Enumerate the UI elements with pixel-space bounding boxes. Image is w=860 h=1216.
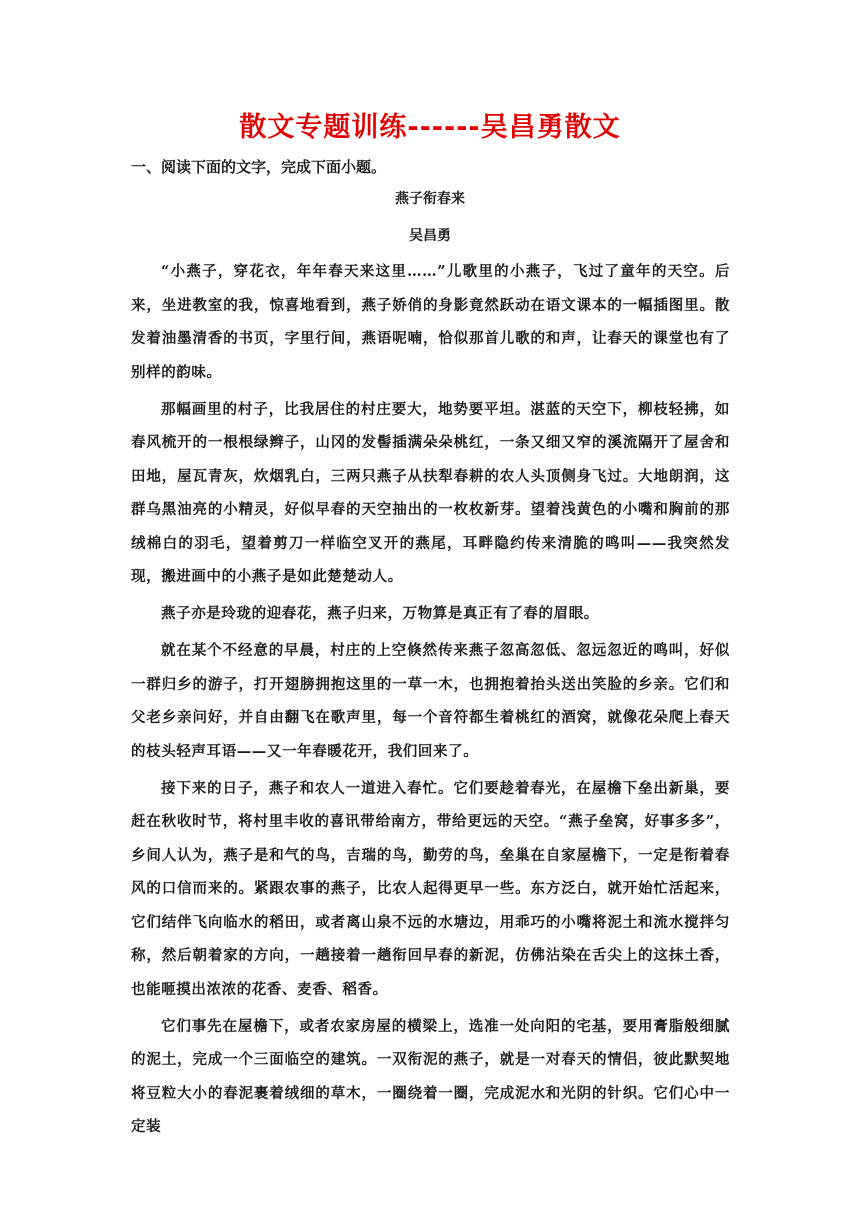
essay-paragraph: 那幅画里的村子，比我居住的村庄要大，地势要平坦。湛蓝的天空下，柳枝轻拂，如春风梳开的一根根绿辫子，山冈的发髻插满朵朵桃红，一条又细又窄的溪流隔开了屋舍和田地，屋瓦青灰，炊烟乳白，三两只燕子从扶犁春耕的农人头顶侧身飞过。大地朗润，这群乌黑油亮的小精灵，好似早春的天空抽出的一枚枚新芽。望着浅黄色的小嘴和胸前的那绒棉白的羽毛，望着剪刀一样临空叉开的燕尾，耳畔隐约传来清脆的鸣叫——我突然发现，搬进画中的小燕子是如此楚楚动人。 xyxy=(131,400,730,585)
document-title: 散文专题训练------吴昌勇散文 xyxy=(239,112,621,143)
essay-title: 燕子衔春来 xyxy=(395,191,465,207)
essay-paragraph: 接下来的日子，燕子和农人一道进入春忙。它们要趁着春光，在屋檐下垒出新巢，要赶在秋收时节，将村里丰收的喜讯带给南方，带给更远的天空。“燕子垒窝，好事多多”，乡间人认为，燕子是和气的鸟，吉瑞的鸟，勤劳的鸟，垒巢在自家屋檐下，一定是衔着春风的口信而来的。紧跟农事的燕子，比农人起得更早一些。东方泛白，就开始忙活起来，它们结伴飞向临水的稻田，或者离山泉不远的水塘边，用乖巧的小嘴将泥土和流水搅拌匀称，然后朝着家的方向，一趟接着一趟衔回早春的新泥，仿佛沾染在舌尖上的这抹土香，也能咂摸出浓浓的花香、麦香、稻香。 xyxy=(131,779,730,998)
question-instruction: 一、阅读下面的文字，完成下面小题。 xyxy=(131,158,387,176)
essay-author: 吴昌勇 xyxy=(409,228,451,244)
essay-paragraph: 燕子亦是玲珑的迎春花，燕子归来，万物算是真正有了春的眉眼。 xyxy=(161,605,599,622)
essay-paragraph: 它们事先在屋檐下，或者农家房屋的横梁上，选准一处向阳的宅基，要用膏脂般细腻的泥土，完成一个三面临空的建筑。一双衔泥的燕子，就是一对春天的情侣，彼此默契地将豆粒大小的春泥裹着绒细的草木，一圈绕着一圈，完成泥水和光阴的针织。它们心中一定装 xyxy=(131,1017,730,1135)
essay-paragraph: “小燕子，穿花衣，年年春天来这里……”儿歌里的小燕子，飞过了童年的天空。后来，坐进教室的我，惊喜地看到，燕子娇俏的身影竟然跃动在语文课本的一幅插图里。散发着油墨清香的书页，字里行间，燕语呢喃，恰似那首儿歌的和声，让春天的课堂也有了别样的韵味。 xyxy=(131,263,730,381)
essay-paragraph: 就在某个不经意的早晨，村庄的上空倏然传来燕子忽高忽低、忽远忽近的鸣叫，好似一群归乡的游子，打开翅膀拥抱这里的一草一木，也拥抱着抬头送出笑脸的乡亲。它们和父老乡亲问好，并自由翻飞在歌声里，每一个音符都生着桃红的酒窝，就像花朵爬上春天的枝头轻声耳语——又一年春暖花开，我们回来了。 xyxy=(131,642,730,760)
essay-body xyxy=(131,255,730,1147)
